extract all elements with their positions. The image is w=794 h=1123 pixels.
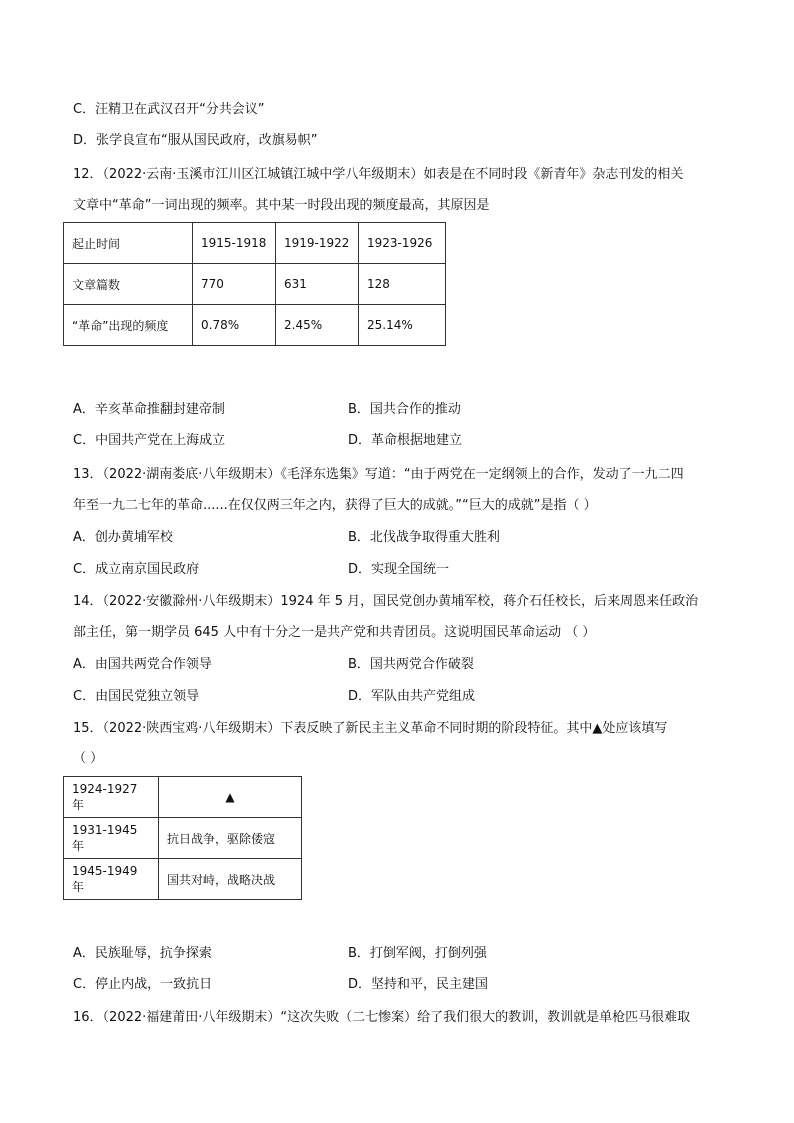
- q13-option-d: D．实现全国统一: [348, 562, 450, 577]
- table-cell: 1924-1927 年: [64, 777, 159, 818]
- table-cell: 1915-1918: [193, 223, 276, 264]
- q14-option-b: B．国共两党合作破裂: [348, 657, 474, 672]
- q15-option-c: C．停止内战，一致抗日: [73, 977, 213, 992]
- q13-option-a: A．创办黄埔军校: [73, 530, 173, 545]
- question-13-stem-line1: 13．（2022·湖南娄底·八年级期末）《毛泽东选集》写道：“由于两党在一定纲领上的合作，发动了一九二四: [73, 467, 684, 482]
- q15-table: [63, 776, 302, 900]
- table-cell: 1931-1945 年: [64, 818, 159, 859]
- q13-option-c: C．成立南京国民政府: [73, 562, 200, 577]
- table-cell: 1923-1926: [359, 223, 446, 264]
- table-cell: 文章篇数: [64, 264, 193, 305]
- table-cell: “革命”出现的频度: [64, 305, 193, 346]
- q12-option-b: B．国共合作的推动: [348, 402, 461, 417]
- table-row: [64, 305, 446, 346]
- question-14-stem-line2: 部主任，第一期学员 645 人中有十分之一是共产党和共青团员。这说明国民革命运动 （ ）: [73, 625, 596, 640]
- table-cell: 抗日战争，驱除倭寇: [159, 818, 302, 859]
- table-row: [64, 859, 302, 900]
- question-13-stem-line2: 年至一九二七年的革命......在仅仅两三年之内，获得了巨大的成就。”“巨大的成就”是指（ ）: [73, 498, 597, 513]
- question-16-stem-line1: 16．（2022·福建莆田·八年级期末）“这次失败（二七惨案）给了我们很大的教训，教训就是单枪匹马很难取: [73, 1010, 691, 1025]
- q15-option-d: D．坚持和平，民主建国: [348, 977, 489, 992]
- question-14-stem-line1: 14．（2022·安徽滁州·八年级期末）1924 年 5 月，国民党创办黄埔军校，蒋介石任校长，后来周恩来任政治: [73, 594, 699, 609]
- table-cell: 2.45%: [276, 305, 359, 346]
- table-cell: 1945-1949 年: [64, 859, 159, 900]
- table-row: [64, 777, 302, 818]
- q15-option-b: B．打倒军阀，打倒列强: [348, 946, 487, 961]
- table-cell: 起止时间: [64, 223, 193, 264]
- table-cell: 1919-1922: [276, 223, 359, 264]
- table-cell: ▲: [159, 777, 302, 818]
- table-cell: 770: [193, 264, 276, 305]
- q12-option-a: A．辛亥革命推翻封建帝制: [73, 402, 225, 417]
- table-row: [64, 223, 446, 264]
- question-15-stem-line2: （ ）: [73, 751, 104, 766]
- q15-option-a: A．民族耻辱，抗争探索: [73, 946, 212, 961]
- q12-option-d: D．革命根据地建立: [348, 433, 463, 448]
- table-row: [64, 818, 302, 859]
- q12-table: [63, 222, 446, 346]
- q14-option-d: D．军队由共产党组成: [348, 689, 476, 704]
- q14-option-a: A．由国共两党合作领导: [73, 657, 212, 672]
- table-cell: 国共对峙，战略决战: [159, 859, 302, 900]
- table-cell: 0.78%: [193, 305, 276, 346]
- option-c-prev: C．汪精卫在武汉召开“分共会议”: [73, 102, 265, 117]
- question-15-stem-line1: 15．（2022·陕西宝鸡·八年级期末）下表反映了新民主主义革命不同时期的阶段特征。其中▲处应该填写: [73, 721, 668, 736]
- q14-option-c: C．由国民党独立领导: [73, 689, 200, 704]
- table-cell: 128: [359, 264, 446, 305]
- question-12-stem-line1: 12．（2022·云南·玉溪市江川区江城镇江城中学八年级期末）如表是在不同时段《新青年》杂志刊发的相关: [73, 167, 684, 182]
- table-cell: 631: [276, 264, 359, 305]
- question-12-stem-line2: 文章中“革命”一词出现的频率。其中某一时段出现的频度最高，其原因是: [73, 198, 490, 213]
- q12-option-c: C．中国共产党在上海成立: [73, 433, 226, 448]
- table-cell: 25.14%: [359, 305, 446, 346]
- q13-option-b: B．北伐战争取得重大胜利: [348, 530, 500, 545]
- table-row: [64, 264, 446, 305]
- option-d-prev: D．张学良宣布“服从国民政府，改旗易帜”: [73, 133, 318, 148]
